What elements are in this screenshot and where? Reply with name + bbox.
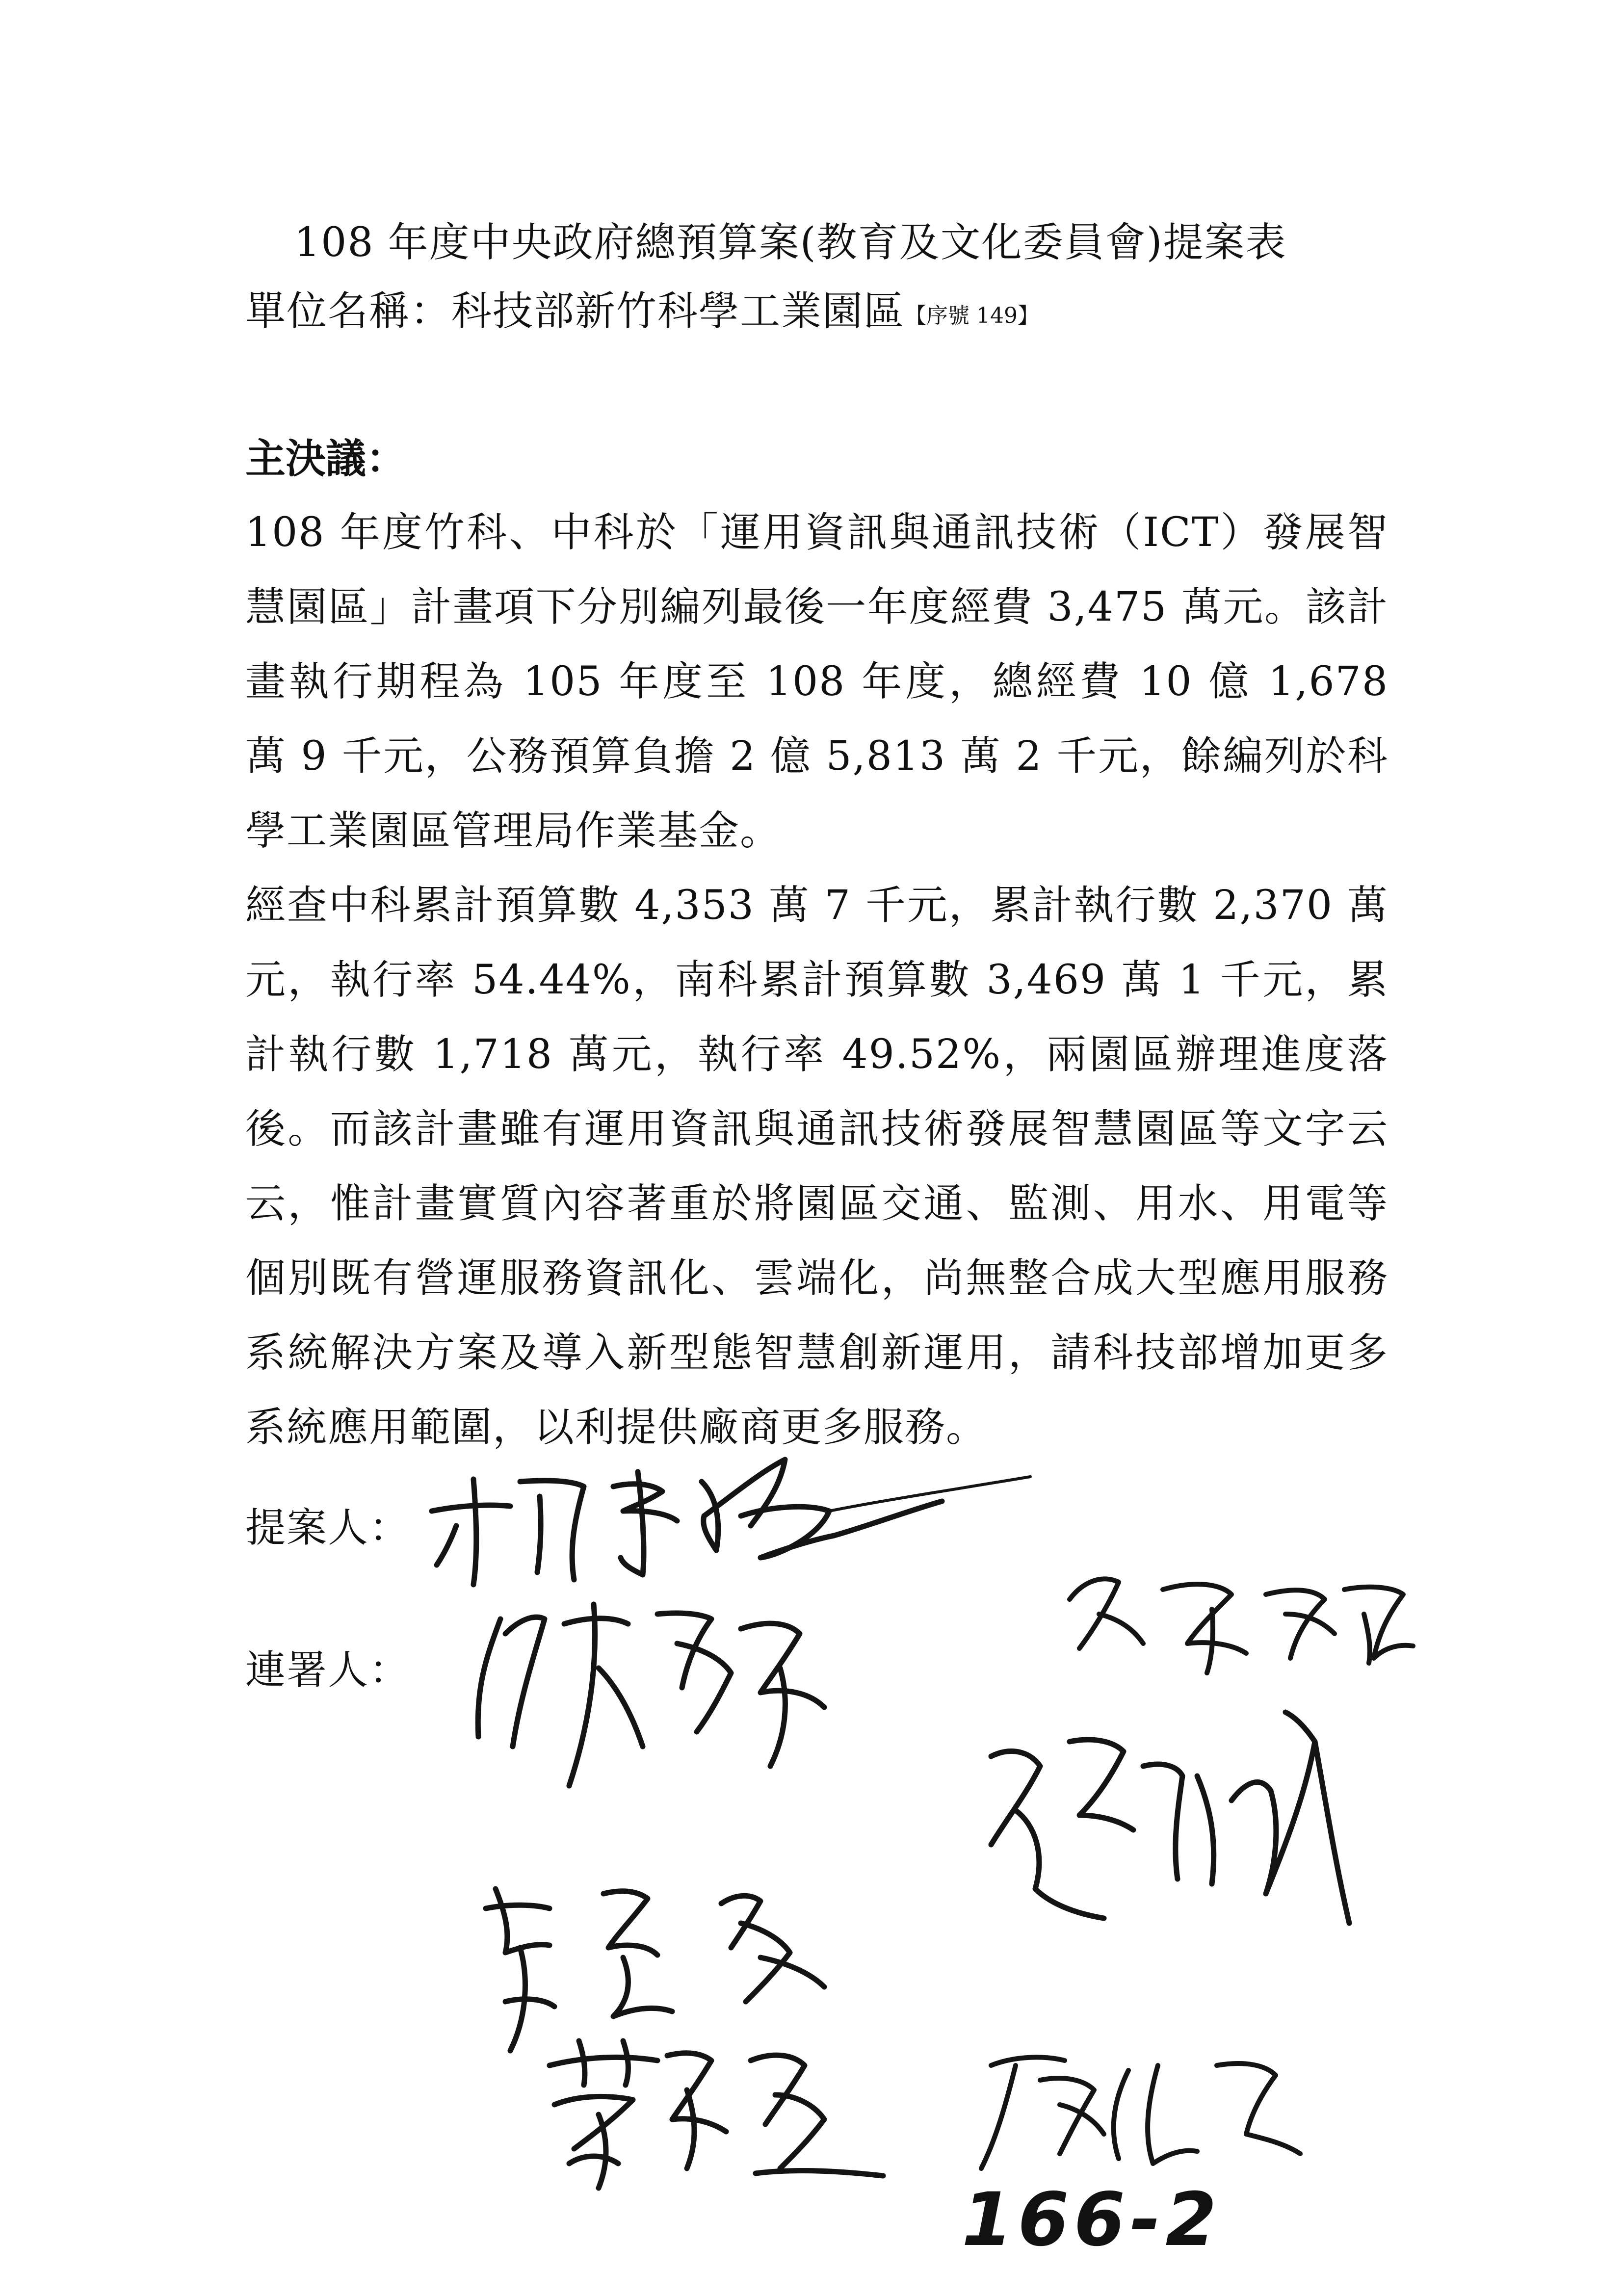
proposer-signature — [427, 1452, 1040, 1599]
proposer-label: 提案人： — [245, 1505, 411, 1551]
cosigner-signature-5 — [540, 2021, 893, 2198]
serial-number: 【序號 149】 — [905, 303, 1039, 328]
page-number: 166-2 — [962, 2177, 1222, 2263]
resolution-paragraph-1: 108 年度竹科、中科於「運用資訊與通訊技術（ICT）發展智慧園區」計畫項下分別編列最後一年度經費 3,475 萬元。該計畫執行期程為 105 年度至 108 年度，總經費 10 億 1,678 萬 9 千元，公務預算負擔 2 億 5,813 萬 2 千元，餘編列於科學工業園區管理局作業基金。 — [245, 509, 1388, 854]
cosigner-signature-1 — [466, 1590, 1006, 1845]
cosigner-signature-6 — [971, 2036, 1315, 2183]
cosigner-label: 連署人： — [245, 1647, 411, 1694]
cosigner-signature-4 — [962, 1697, 1384, 1982]
unit-label: 單位名稱：科技部新竹科學工業園區 — [245, 288, 905, 335]
resolution-heading: 主決議： — [245, 435, 407, 482]
unit-name — [245, 285, 1039, 343]
document-title: 108 年度中央政府總預算案(教育及文化委員會)提案表 — [294, 219, 1287, 266]
resolution-body — [245, 496, 1388, 1465]
resolution-paragraph-2: 經查中科累計預算數 4,353 萬 7 千元，累計執行數 2,370 萬元，執行率 54.44%，南科累計預算數 3,469 萬 1 千元，累計執行數 1,718 萬元，執行率 49.52%，兩園區辦理進度落後。而該計畫雖有運用資訊與通訊技術發展智慧園區等文字云云，惟計畫實質內容著重於將園區交通、監測、用水、用電等個別既有營運服務資訊化、雲端化，尚無整合成大型應用服務系統解決方案及導入新型態智慧創新運用，請科技部增加更多系統應用範圍，以利提供廠商更多服務。 — [245, 882, 1388, 1451]
cosigner-signature-2 — [1050, 1560, 1423, 1688]
